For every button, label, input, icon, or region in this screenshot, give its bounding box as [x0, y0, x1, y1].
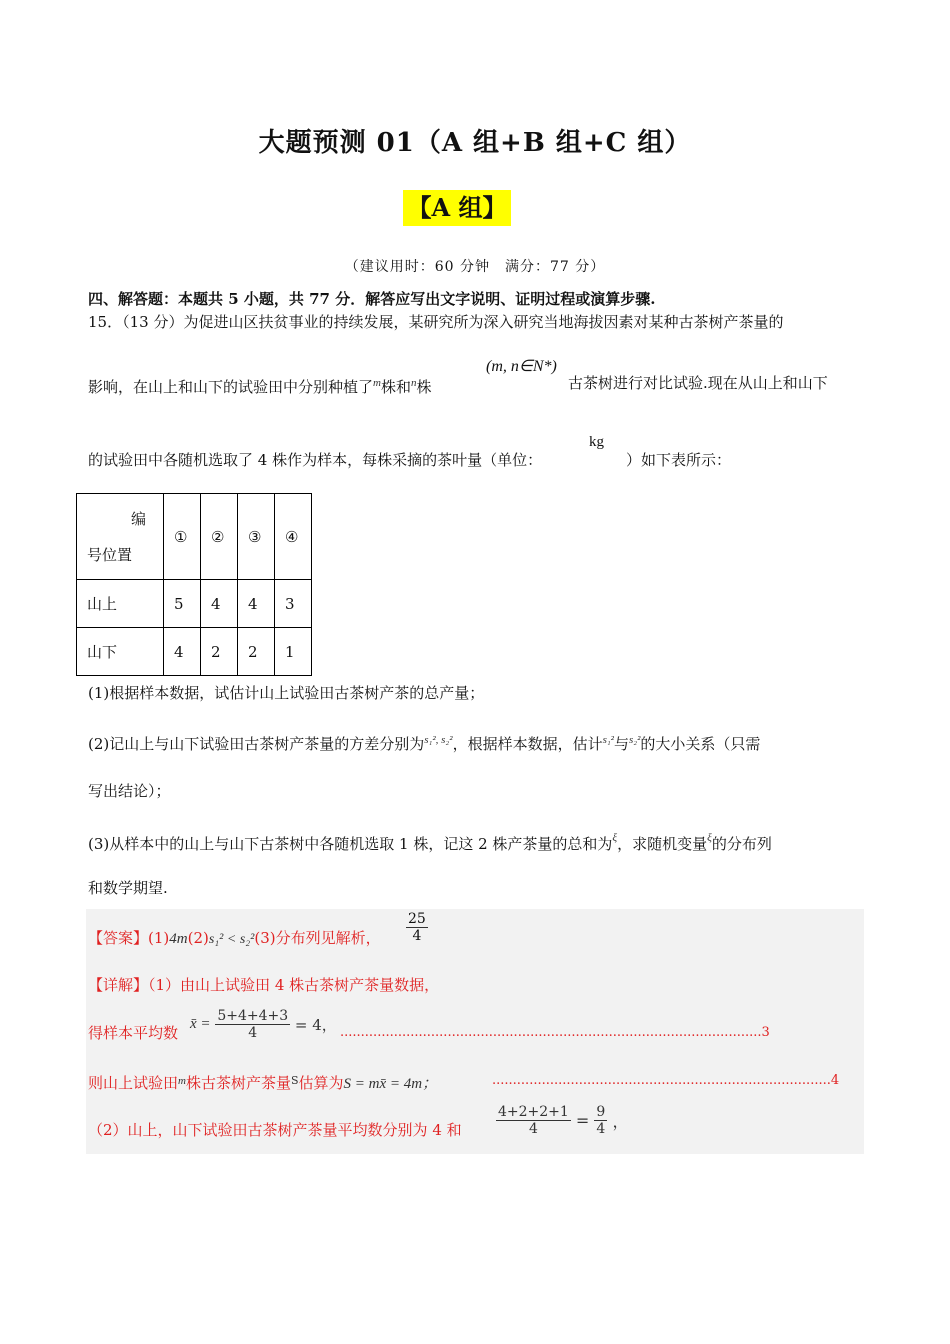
data-table: [76, 493, 312, 676]
section-header: 四、解答题：本题共 5 小题，共 77 分．解答应写出文字说明、证明过程或演算步骤.: [88, 290, 656, 308]
question-1: (1)根据样本数据，试估计山上试验田古茶树产茶的总产量；: [88, 684, 485, 702]
mean-formula: x̄ = $\frac{5+4+4+3}{4}$ = 4，: [190, 1008, 337, 1041]
question-2-cont: 写出结论）；: [88, 782, 171, 800]
table-col-4: ④: [275, 494, 312, 580]
unit-kg: kg: [589, 434, 604, 450]
row-label: 山下: [77, 628, 164, 676]
page-title: 大题预测 01（A 组+B 组+C 组）: [258, 128, 692, 158]
problem-line-3-end: ）如下表所示：: [626, 451, 732, 469]
table-cell: 5: [164, 580, 201, 628]
xi-symbol: ξ: [612, 832, 618, 844]
detail-line-2: 得样本平均数: [88, 1024, 179, 1042]
variance-symbols: s₁², s₂²: [424, 734, 453, 746]
problem-line-3: 的试验田中各随机选取了 4 株作为样本，每株采摘的茶叶量（单位：: [88, 451, 543, 469]
row-label: 山上: [77, 580, 164, 628]
table-col-2: ②: [201, 494, 238, 580]
table-col-1: ①: [164, 494, 201, 580]
detail-line-1: 【详解】（1）由山上试验田 4 株古茶树产茶量数据，: [88, 976, 440, 994]
answer-line: 【答案】(1)4m(2)s₁² < s₂²(3)分布列见解析，: [88, 929, 381, 947]
table-cell: 2: [238, 628, 275, 676]
problem-line-1: 15．（13 分）为促进山区扶贫事业的持续发展，某研究所为深入研究当地海拔因素对某种古茶树产茶量的: [88, 313, 784, 331]
var-n: n: [410, 377, 417, 389]
table-row: [77, 628, 312, 676]
table-cell: 4: [164, 628, 201, 676]
table-cell: 4: [238, 580, 275, 628]
table-row: [77, 580, 312, 628]
table-cell: 2: [201, 628, 238, 676]
table-cell: 4: [201, 580, 238, 628]
question-3-cont: 和数学期望.: [88, 879, 168, 897]
timing-note: （建议用时：60 分钟 满分：77 分）: [344, 259, 606, 275]
score-dots-1: ......................................................................................................3: [340, 1025, 770, 1040]
problem-line-2: 影响，在山上和山下的试验田中分别种植了$^m$株和$^n$株: [88, 377, 432, 396]
problem-line-2-end: 古茶树进行对比试验.现在从山上和山下: [568, 374, 828, 392]
set-notation: (m, n∈N*): [486, 358, 557, 375]
detail-line-3: 则山上试验田$^m$株古茶树产茶量$^S$估算为S = mx̄ = 4m；: [88, 1074, 438, 1092]
table-header-label: 编 号位置: [77, 494, 164, 580]
group-label: 【A 组】: [403, 190, 511, 226]
table-col-3: ③: [238, 494, 275, 580]
question-2: (2)记山上与山下试验田古茶树产茶量的方差分别为$^{s_1^2, s_2^2}$，根据样本数据，估计$^{s_1^2}$与$^{s_2^2}$的大小关系（只需: [88, 734, 761, 753]
question-3: (3)从样本中的山上与山下古茶树中各随机选取 1 株，记这 2 株产茶量的总和为$^\xi$，求随机变量$^\xi$的分布列: [88, 832, 772, 853]
table-cell: 3: [275, 580, 312, 628]
answer-fraction: $\frac{25}{4}$: [408, 911, 426, 944]
score-dots-2: ..................................................................................4: [492, 1073, 840, 1088]
detail-line-4: （2）山上，山下试验田古茶树产茶量平均数分别为 4 和: [88, 1121, 462, 1139]
mean-formula-2: $\frac{4+2+2+1}{4}$ = $\frac{9}{4}$ ，: [498, 1104, 629, 1137]
table-cell: 1: [275, 628, 312, 676]
var-m: m: [373, 377, 381, 389]
